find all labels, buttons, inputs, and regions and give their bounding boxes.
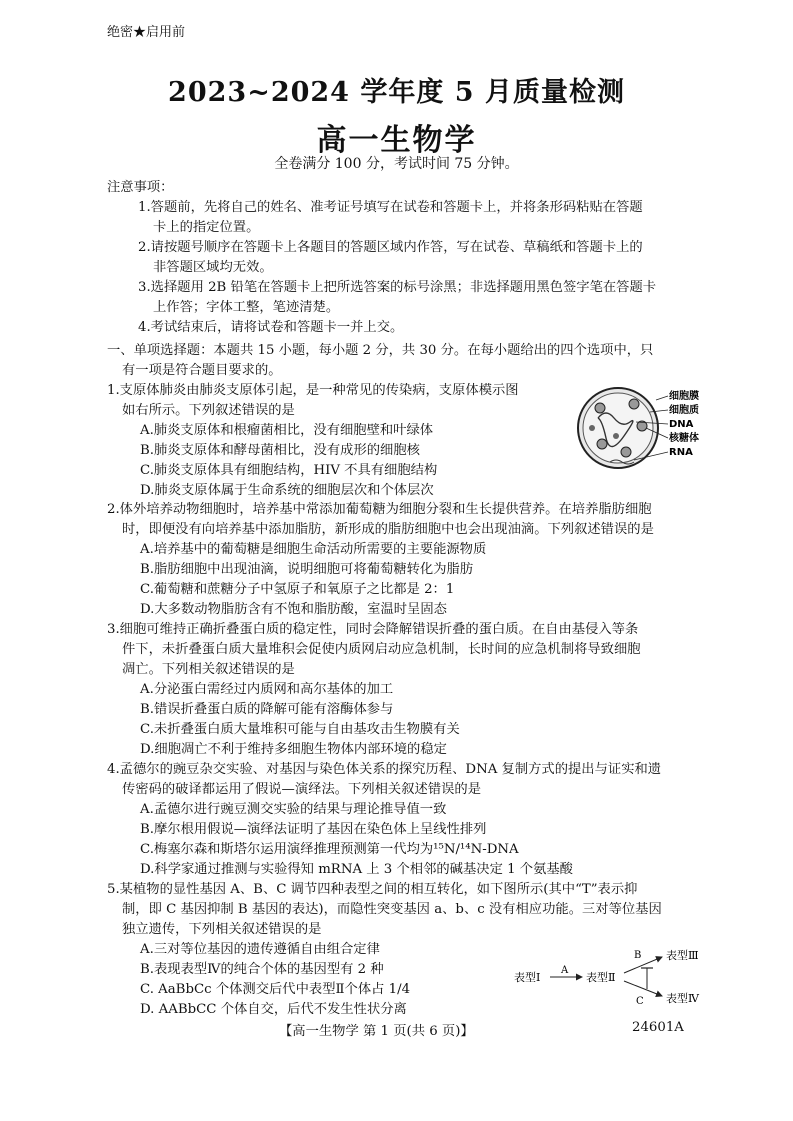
- question-2-stem: 2.体外培养动物细胞时，培养基中常添加葡萄糖为细胞分裂和生长提供营养。在培养脂肪细胞: [107, 502, 652, 517]
- question-5-stem: 5.某植物的显性基因 A、B、C 调节四种表型之间的相互转化，如下图所示(其中“T”表示抑: [107, 882, 638, 897]
- question-5-stem-cont-2: 独立遗传，下列相关叙述错误的是: [122, 922, 322, 937]
- subject-title: 高一生物学: [316, 123, 477, 158]
- notice-item-3-cont: 上作答；字体工整，笔迹清楚。: [153, 300, 340, 315]
- question-3-option-b: B.错误折叠蛋白质的降解可能有溶酶体参与: [140, 702, 394, 717]
- phenotype-4-label: 表型Ⅳ: [666, 992, 699, 1005]
- gene-a-label: A: [561, 965, 569, 976]
- phenotype-pathway-diagram: [512, 944, 712, 1010]
- question-5-stem-cont: 制，即 C 基因抑制 B 基因的表达)，而隐性突变基因 a、b、c 没有相应功能。三对等位基因: [122, 902, 662, 917]
- question-1-stem-cont: 如右所示。下列叙述错误的是: [122, 403, 295, 418]
- question-1-option-c: C.肺炎支原体具有细胞结构，HIV 不具有细胞结构: [140, 463, 438, 478]
- question-3-stem-cont: 件下，未折叠蛋白质大量堆积会促使内质网启动应急机制，长时间的应急机制将导致细胞: [122, 642, 641, 657]
- question-2-option-d: D.大多数动物脂肪含有不饱和脂肪酸，室温时呈固态: [140, 602, 447, 617]
- question-2-option-a: A.培养基中的葡萄糖是细胞生命活动所需要的主要能源物质: [140, 542, 487, 557]
- exam-title: 2023~2024 学年度 5 月质量检测: [168, 77, 625, 108]
- question-3-stem-cont-2: 凋亡。下列相关叙述错误的是: [122, 662, 295, 677]
- ribosome-shape: [629, 399, 639, 409]
- question-5-option-b: B.表现表型Ⅳ的纯合个体的基因型有 2 种: [140, 962, 384, 977]
- label-dna: DNA: [669, 419, 694, 430]
- page-footer: 【高一生物学 第 1 页(共 6 页)】: [279, 1024, 474, 1039]
- notice-item-3: 3.选择题用 2B 铅笔在答题卡上把所选答案的标号涂黑；非选择题用黑色签字笔在答题卡: [138, 280, 657, 295]
- notice-item-4: 4.考试结束后，请将试卷和答题卡一并上交。: [138, 320, 404, 335]
- arrow-c: [624, 981, 662, 996]
- question-4-option-b: B.摩尔根用假说—演绎法证明了基因在染色体上呈线性排列: [140, 822, 487, 837]
- question-3-option-d: D.细胞凋亡不利于维持多细胞生物体内部环境的稳定: [140, 742, 447, 757]
- question-4-option-d: D.科学家通过推测与实验得知 mRNA 上 3 个相邻的碱基决定 1 个氨基酸: [140, 862, 573, 877]
- gene-b-label: B: [634, 950, 642, 961]
- notice-item-1-cont: 卡上的指定位置。: [153, 220, 260, 235]
- question-2-option-c: C.葡萄糖和蔗糖分子中氢原子和氧原子之比都是 2：1: [140, 582, 455, 597]
- gene-c-label: C: [636, 996, 644, 1007]
- question-4-stem: 4.孟德尔的豌豆杂交实验、对基因与染色体关系的探究历程、DNA 复制方式的提出与证实和遗: [107, 762, 662, 777]
- phenotype-2-label: 表型Ⅱ: [586, 971, 616, 984]
- question-2-stem-cont: 时，即便没有向培养基中添加脂肪，新形成的脂肪细胞中也会出现油滴。下列叙述错误的是: [122, 522, 654, 537]
- notice-item-2: 2.请按题号顺序在答题卡上各题目的答题区域内作答，写在试卷、草稿纸和答题卡上的: [138, 240, 643, 255]
- question-5-option-a: A.三对等位基因的遗传遵循自由组合定律: [140, 942, 380, 957]
- question-5-option-c: C. AaBbCc 个体测交后代中表型Ⅱ个体占 1/4: [140, 982, 411, 997]
- question-4-option-c: C.梅塞尔森和斯塔尔运用演绎推理预测第一代均为¹⁵N/¹⁴N-DNA: [140, 842, 519, 857]
- label-rna: RNA: [669, 447, 693, 458]
- label-cytoplasm: 细胞质: [669, 405, 699, 416]
- question-1-stem: 1.支原体肺炎由肺炎支原体引起，是一种常见的传染病，支原体模示图: [107, 383, 519, 398]
- ribosome-shape: [613, 433, 619, 439]
- phenotype-3-label: 表型Ⅲ: [666, 949, 699, 962]
- question-3-option-a: A.分泌蛋白需经过内质网和高尔基体的加工: [140, 682, 394, 697]
- question-4-stem-cont: 传密码的破译都运用了假说—演绎法。下列相关叙述错误的是: [122, 782, 482, 797]
- notice-item-2-cont: 非答题区域均无效。: [153, 260, 273, 275]
- arrow-b: [624, 957, 662, 973]
- question-3-option-c: C.未折叠蛋白质大量堆积可能与自由基攻击生物膜有关: [140, 722, 460, 737]
- question-3-stem: 3.细胞可维持正确折叠蛋白质的稳定性，同时会降解错误折叠的蛋白质。在自由基侵入等条: [107, 622, 639, 637]
- label-ribosome: 核糖体: [669, 433, 699, 444]
- notice-heading: 注意事项：: [107, 180, 174, 195]
- ribosome-shape: [595, 403, 605, 413]
- paper-code: 24601A: [632, 1020, 684, 1035]
- question-1-option-d: D.肺炎支原体属于生命系统的细胞层次和个体层次: [140, 483, 434, 498]
- question-4-option-a: A.孟德尔进行豌豆测交实验的结果与理论推导值一致: [140, 802, 447, 817]
- question-2-option-b: B.脂肪细胞中出现油滴，说明细胞可将葡萄糖转化为脂肪: [140, 562, 474, 577]
- label-leader: [656, 396, 668, 400]
- ribosome-shape: [621, 447, 631, 457]
- question-1-option-b: B.肺炎支原体和酵母菌相比，没有成形的细胞核: [140, 443, 420, 458]
- notice-item-1: 1.答题前，先将自己的姓名、准考证号填写在试卷和答题卡上，并将条形码粘贴在答题: [138, 200, 643, 215]
- exam-info: 全卷满分 100 分，考试时间 75 分钟。: [274, 156, 519, 172]
- confidential-mark: 绝密★启用前: [107, 25, 186, 40]
- question-1-option-a: A.肺炎支原体和根瘤菌相比，没有细胞壁和叶绿体: [140, 423, 434, 438]
- mycoplasma-diagram: [576, 380, 716, 480]
- section-heading: 一、单项选择题：本题共 15 小题，每小题 2 分，共 30 分。在每小题给出的四个选项中，只: [107, 343, 654, 358]
- phenotype-1-label: 表型Ⅰ: [514, 971, 541, 984]
- question-5-option-d: D. AABbCC 个体自交，后代不发生性状分离: [140, 1002, 407, 1017]
- section-heading-cont: 有一项是符合题目要求的。: [122, 363, 282, 378]
- ribosome-shape: [597, 439, 607, 449]
- ribosome-shape: [589, 425, 595, 431]
- label-cell-membrane: 细胞膜: [669, 391, 699, 402]
